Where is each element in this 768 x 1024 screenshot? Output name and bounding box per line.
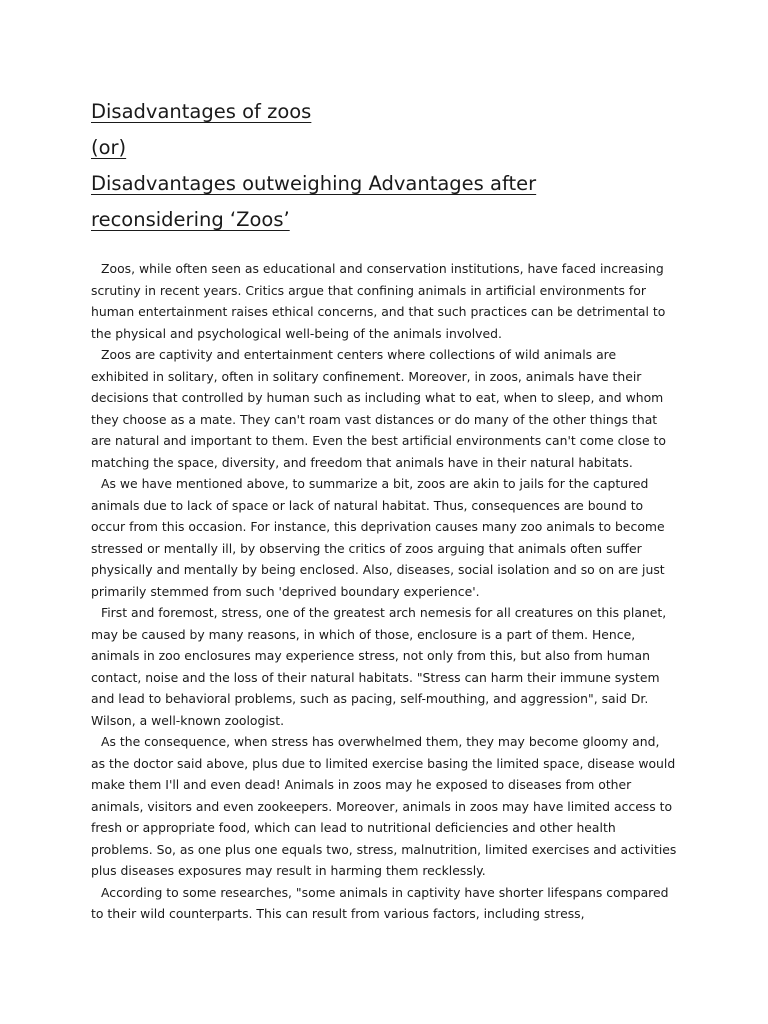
title-line-2: (or) [91,136,127,159]
paragraph-captivity: Zoos are captivity and entertainment centers where collections of wild animals are exhibited in solitary, often in solitary confinement. Moreover, in zoos, animals have their decisions that controlled by human such as including what to eat, when to sleep, and whom they choose as a mate. They can't roam vast distances or do many of the other things that are natural and important to them. Even the best artificial environments can't come close to matching the space, diversity, and freedom that animals have in their natural habitats. [91,347,666,470]
paragraph-summary: As we have mentioned above, to summarize a bit, zoos are akin to jails for the captured animals due to lack of space or lack of natural habitat. Thus, consequences are bound to occur from this occasion. For instance, this deprivation causes many zoo animals to become stressed or mentally ill, by observing the critics of zoos arguing that animals often suffer physically and mentally by being enclosed. Also, diseases, social isolation and so on are just primarily stemmed from such 'deprived boundary experience'. [91,476,665,599]
document-title-block [91,94,677,238]
document-body [91,258,677,925]
paragraph-lifespan: According to some researches, "some animals in captivity have shorter lifespans compared to their wild counterparts. This can result from various factors, including stress, [91,884,669,921]
title-line-3: Disadvantages outweighing Advantages after [91,172,537,195]
paragraph-intro: Zoos, while often seen as educational and conservation institutions, have faced increasing scrutiny in recent years. Critics argue that confining animals in artificial environments for human entertainment raises ethical concerns, and that such practices can be detrimental to the physical and psychological well-being of the animals involved. [91,261,666,341]
paragraph-stress: First and foremost, stress, one of the greatest arch nemesis for all creatures on this planet, may be caused by many reasons, in which of those, enclosure is a part of them. Hence, animals in zoo enclosures may experience stress, not only from this, but also from human contact, noise and the loss of their natural habitats. "Stress can harm their immune system and lead to behavioral problems, such as pacing, self-mouthing, and aggression", said Dr. Wilson, a well-known zoologist. [91,605,667,728]
document-page [91,94,677,925]
paragraph-consequence: As the consequence, when stress has overwhelmed them, they may become gloomy and, as the doctor said above, plus due to limited exercise basing the limited space, disease would make them I'll and even dead! Animals in zoos may he exposed to diseases from other animals, visitors and even zookeepers. Moreover, animals in zoos may have limited access to fresh or appropriate food, which can lead to nutritional deficiencies and other health problems. So, as one plus one equals two, stress, malnutrition, limited exercises and activities plus diseases exposures may result in harming them recklessly. [91,734,677,878]
title-line-1: Disadvantages of zoos [91,100,312,123]
title-line-4: reconsidering ‘Zoos’ [91,208,290,231]
